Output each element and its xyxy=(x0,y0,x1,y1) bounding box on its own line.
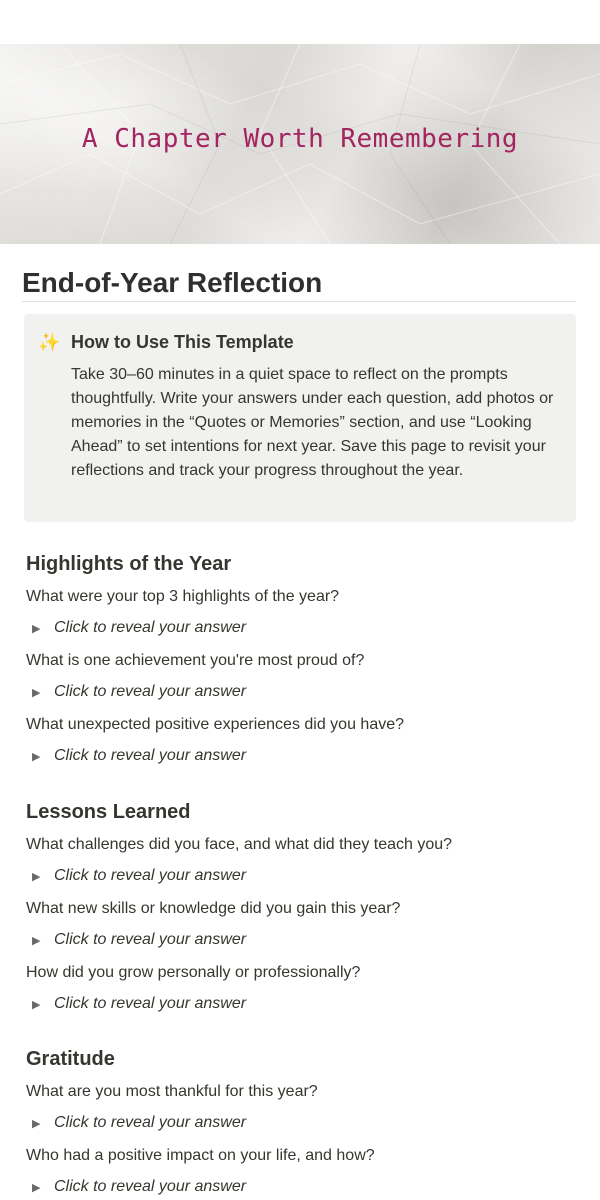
question: What are you most thankful for this year? xyxy=(26,1083,318,1100)
triangle-right-icon: ▶ xyxy=(32,1118,41,1130)
answer-toggle[interactable] xyxy=(26,617,326,641)
answer-toggle[interactable] xyxy=(26,1176,326,1200)
triangle-right-icon: ▶ xyxy=(32,687,41,699)
toggle-label: Click to reveal your answer xyxy=(54,1178,247,1195)
callout-title: How to Use This Template xyxy=(71,332,294,352)
triangle-right-icon: ▶ xyxy=(32,935,41,947)
toggle-label: Click to reveal your answer xyxy=(54,995,247,1012)
section-heading: Gratitude xyxy=(26,1048,115,1070)
question: What were your top 3 highlights of the year? xyxy=(26,588,340,605)
callout-body: Take 30–60 minutes in a quiet space to reflect on the prompts thoughtfully. Write your answers under each question, add photos or memories in the “Quotes or Memories” section, and use “Looking Ahead” to set intentions for next year. Save this page to revisit your reflections and track your progress throughout the year. xyxy=(71,366,554,479)
answer-toggle[interactable] xyxy=(26,681,326,705)
toggle-label: Click to reveal your answer xyxy=(54,619,247,636)
toggle-label: Click to reveal your answer xyxy=(54,747,247,764)
question: What unexpected positive experiences did you have? xyxy=(26,716,405,733)
section-heading: Highlights of the Year xyxy=(26,553,232,575)
triangle-right-icon: ▶ xyxy=(32,751,41,763)
question: Who had a positive impact on your life, and how? xyxy=(26,1147,375,1164)
callout xyxy=(24,314,576,522)
toggle-label: Click to reveal your answer xyxy=(54,683,247,700)
triangle-right-icon: ▶ xyxy=(32,999,41,1011)
section-heading: Lessons Learned xyxy=(26,801,191,823)
triangle-right-icon: ▶ xyxy=(32,623,41,635)
answer-toggle[interactable] xyxy=(26,745,326,769)
question: What challenges did you face, and what did they teach you? xyxy=(26,836,453,853)
answer-toggle[interactable] xyxy=(26,993,326,1017)
sparkles-icon: ✨ xyxy=(38,332,61,352)
question: How did you grow personally or professionally? xyxy=(26,964,361,981)
top-bar xyxy=(0,0,600,44)
triangle-right-icon: ▶ xyxy=(32,871,41,883)
answer-toggle[interactable] xyxy=(26,929,326,953)
title-divider xyxy=(22,301,576,302)
cover-title: A Chapter Worth Remembering xyxy=(81,124,519,154)
cover-image xyxy=(0,44,600,244)
answer-toggle[interactable] xyxy=(26,865,326,889)
toggle-label: Click to reveal your answer xyxy=(54,867,247,884)
question: What new skills or knowledge did you gain this year? xyxy=(26,900,401,917)
question: What is one achievement you're most proud of? xyxy=(26,652,365,669)
page-title: End-of-Year Reflection xyxy=(22,267,323,298)
triangle-right-icon: ▶ xyxy=(32,1182,41,1194)
toggle-label: Click to reveal your answer xyxy=(54,1114,247,1131)
toggle-label: Click to reveal your answer xyxy=(54,931,247,948)
answer-toggle[interactable] xyxy=(26,1112,326,1136)
